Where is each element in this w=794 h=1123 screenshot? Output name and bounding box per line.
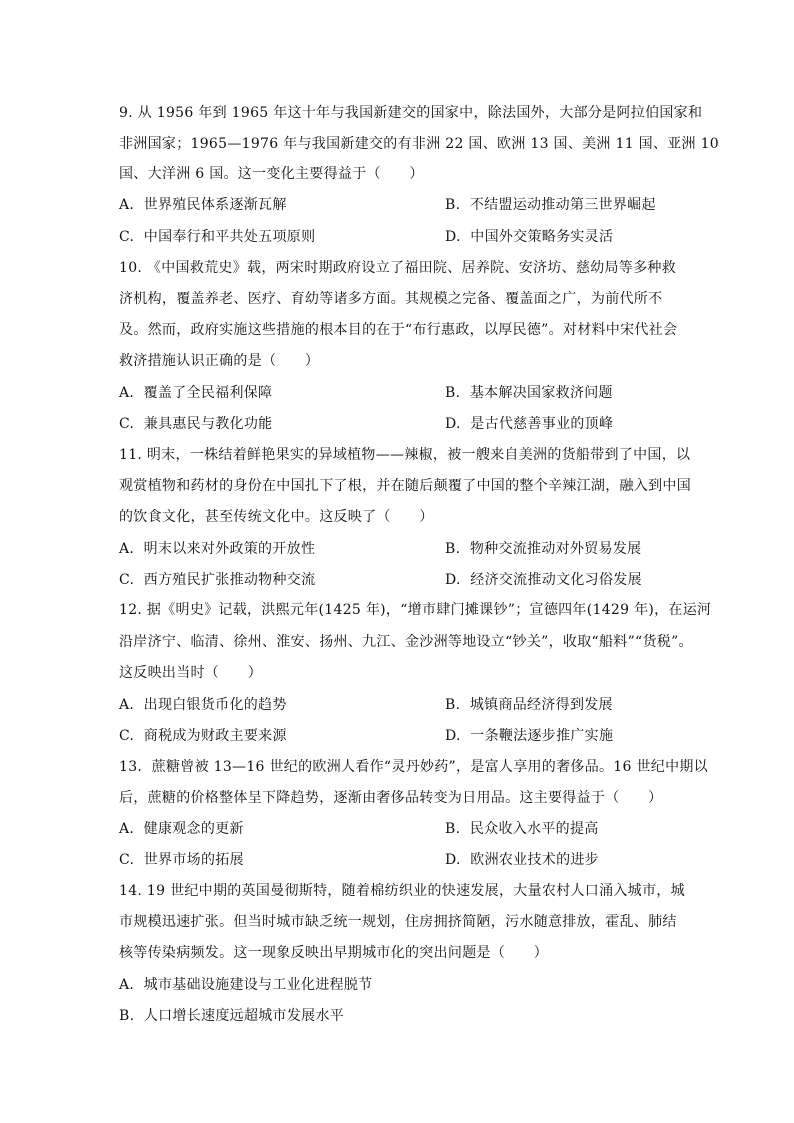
question-10-line-1: 10. 《中国救荒史》载，两宋时期政府设立了福田院、居养院、安济坊、慈幼局等多种救: [119, 260, 677, 276]
question-9-option-a: A. 世界殖民体系逐渐瓦解: [119, 197, 287, 213]
question-13-option-d: D. 欧洲农业技术的进步: [445, 852, 599, 868]
question-12-line-1: 12. 据《明史》记载，洪熙元年(1425 年)，“增市肆门摊课钞”；宣德四年(1429 年)，在运河: [119, 602, 712, 618]
question-14-option-a: A. 城市基础设施建设与工业化进程脱节: [119, 977, 373, 993]
question-12-option-a: A. 出现白银货币化的趋势: [119, 697, 287, 713]
question-9-option-c: C. 中国奉行和平共处五项原则: [119, 229, 316, 245]
question-9-option-d: D. 中国外交策略务实灵活: [445, 229, 614, 245]
question-10-option-a: A. 覆盖了全民福利保障: [119, 385, 273, 401]
question-12-option-c: C. 商税成为财政主要来源: [119, 728, 287, 744]
question-11-line-3: 的饮食文化，甚至传统文化中。这反映了（ ）: [119, 509, 434, 525]
question-14-line-1: 14. 19 世纪中期的英国曼彻斯特，随着棉纺织业的快速发展，大量农村人口涌入城市，城: [119, 883, 685, 899]
question-11-option-b: B. 物种交流推动对外贸易发展: [445, 541, 642, 557]
question-12-line-3: 这反映出当时（ ）: [119, 665, 262, 681]
question-13-line-2: 后，蔗糖的价格整体呈下降趋势，逐渐由奢侈品转变为日用品。这主要得益于（ ）: [119, 790, 663, 806]
question-11-line-1: 11. 明末，一株结着鲜艳果实的异域植物——辣椒，被一艘来自美洲的货船带到了中国，以: [119, 447, 691, 463]
question-13-option-c: C. 世界市场的拓展: [119, 852, 244, 868]
question-10-option-c: C. 兼具惠民与教化功能: [119, 416, 273, 432]
question-10-line-4: 救济措施认识正确的是（ ）: [119, 353, 320, 369]
question-9-line-3: 国、大洋洲 6 国。这一变化主要得益于（ ）: [119, 166, 424, 182]
question-13-line-1: 13. 蔗糖曾被 13—16 世纪的欧洲人看作“灵丹妙药”，是富人享用的奢侈品。16 世纪中期以: [119, 759, 708, 775]
question-11-option-a: A. 明末以来对外政策的开放性: [119, 541, 316, 557]
question-14-line-2: 市规模迅速扩张。但当时城市缺乏统一规划，住房拥挤简陋，污水随意排放，霍乱、肺结: [119, 914, 677, 930]
question-11-line-2: 观赏植物和药材的身份在中国扎下了根，并在随后颠覆了中国的整个辛辣江湖，融入到中国: [119, 478, 691, 494]
question-13-option-b: B. 民众收入水平的提高: [445, 821, 599, 837]
question-12-option-d: D. 一条鞭法逐步推广实施: [445, 728, 614, 744]
question-9-option-b: B. 不结盟运动推动第三世界崛起: [445, 197, 656, 213]
question-10-line-3: 及。然而，政府实施这些措施的根本目的在于“布行惠政，以厚民德”。对材料中宋代社会: [119, 322, 678, 338]
question-13-option-a: A. 健康观念的更新: [119, 821, 244, 837]
question-10-line-2: 济机构，覆盖养老、医疗、育幼等诸多方面。其规模之完备、覆盖面之广，为前代所不: [119, 291, 663, 307]
question-12-line-2: 沿岸济宁、临清、徐州、淮安、扬州、九江、金沙洲等地设立“钞关”，收取“船料”“货税”。: [119, 634, 693, 650]
question-14-line-3: 核等传染病频发。这一现象反映出早期城市化的突出问题是（ ）: [119, 945, 548, 961]
question-9-line-2: 非洲国家；1965—1976 年与我国新建交的有非洲 22 国、欧洲 13 国、美洲 11 国、亚洲 10: [119, 136, 720, 152]
question-14-option-b: B. 人口增长速度远超城市发展水平: [119, 1008, 345, 1024]
question-11-option-c: C. 西方殖民扩张推动物种交流: [119, 572, 316, 588]
question-12-option-b: B. 城镇商品经济得到发展: [445, 697, 613, 713]
question-11-option-d: D. 经济交流推动文化习俗发展: [445, 572, 642, 588]
question-10-option-b: B. 基本解决国家救济问题: [445, 385, 613, 401]
question-10-option-d: D. 是古代慈善事业的顶峰: [445, 416, 614, 432]
question-9-line-1: 9. 从 1956 年到 1965 年这十年与我国新建交的国家中，除法国外，大部分是阿拉伯国家和: [119, 105, 703, 121]
